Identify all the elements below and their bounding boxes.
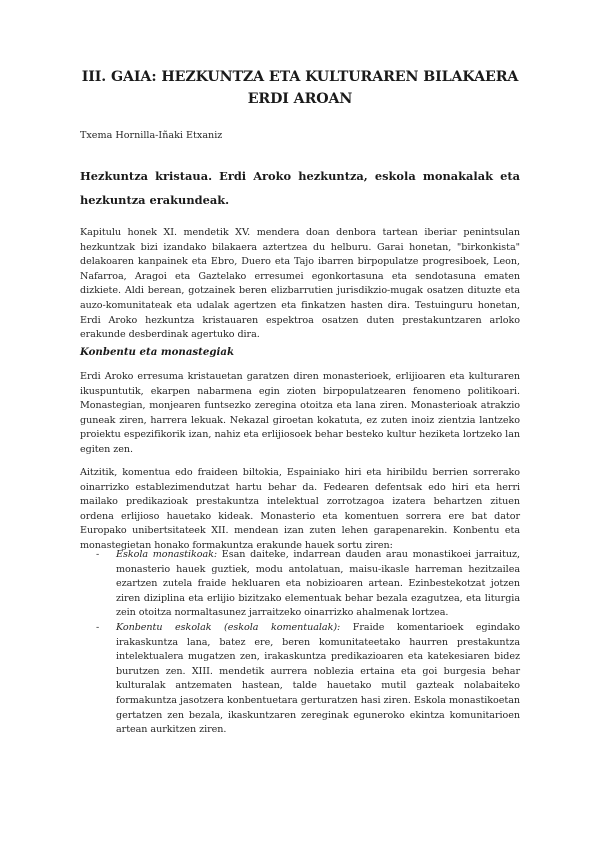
list-item-term: Konbentu eskolak (eskola komentualak):: [116, 621, 341, 633]
list-dash: -: [96, 549, 100, 560]
list-item-term: Eskola monastikoak:: [116, 549, 218, 560]
section-heading: Konbentu eta monastegiak: [80, 346, 234, 358]
section-paragraph-2: Aitzitik, komentua edo fraideen biltokia, Espainiako hiri eta hiribildu berrien sorrerako oinarrizko establezimendutzat hartu behar da. Fedearen defentsak edo hiri eta herri mailako predikazioak prestakuntza intelektual zorrotzagoa izatera behartzen zituen ordena erlijioso hauetako kideak. Monasterio eta komentuen sorrera ere bat dator Europako unibertsitateek XII. mendean izan zuten lehen garapenarekin. Konbentu eta monastegietan honako formakuntza erakunde hauek sortu ziren:: [80, 467, 520, 551]
document-title: III. GAIA: HEZKUNTZA ETA KULTURAREN BILAKAERA ERDI AROAN: [81, 69, 519, 107]
institution-list: [96, 548, 520, 738]
list-item: [96, 548, 520, 621]
section-subtitle: Hezkuntza kristaua. Erdi Aroko hezkuntza, eskola monakalak eta hezkuntza erakundeak.: [80, 169, 520, 207]
list-item-text: Fraide komentarioek egindako irakaskuntza lana, batez ere, beren komunitateetako haurren prestakuntza intelektualera mugatzen zen, irakaskuntza predikazioaren eta katekesiaren bidez burutzen zen. XIII. mendetik aurrera noblezia ertaina eta goi burgesia behar kulturalak antzematen hastean, talde hauetako mutil gazteak nolabaiteko formakuntza jasotzera konbentuetara gerturatzen hasi ziren. Eskola monastikoetan gertatzen zen bezala, ikaskuntzaren zereginak eguneroko ekintza komunitarioen artean aurkitzen ziren.: [116, 621, 521, 736]
list-item: [96, 621, 520, 738]
section-paragraph-1: Erdi Aroko erresuma kristauetan garatzen diren monasterioek, erlijioaren eta kulturaren ikuspuntutik, ekarpen nabarmena egin zioten birpopulatzearen fenomeno politikoari. Monastegian, monjearen funtsezko zeregina otoitza eta lana ziren. Monasterioak atrakzio guneak ziren, harrera lekuak. Nekazal giroetan kokatuta, ez zuten inoiz zientzia lantzeko proiektu espezifikorik izan, nahiz eta erlijiosoek behar besteko kultur heziketa lortzeko lan egiten zen.: [80, 371, 520, 455]
list-dash: -: [96, 621, 100, 633]
authors-line: Txema Hornilla-Iñaki Etxaniz: [80, 130, 223, 141]
list-item-text: Esan daiteke, indarrean dauden arau monastikoei jarraituz, monasterio hauek guztiek, modu antolatuan, maisu-ikasle harreman hezitzailea ezartzen zutela fraide hekluaren eta nobizioaren artean. Ezinbestekotzat jotzen ziren diziplina eta erlijio bizitzako elementuak behar bezala ezagutzea, eta liturgia zein otoitza normaltasunez jarraitzeko oinarrizko ahalmenak lortzea.: [116, 549, 520, 619]
intro-paragraph: Kapitulu honek XI. mendetik XV. mendera doan denbora tartean iberiar penintsulan hezkuntzak bizi izandako bilakaera aztertzea du helburu. Garai honetan, "birkonkista" delakoaren kanpainek eta Ebro, Duero eta Tajo ibarren birpopulatze progresiboek, Leon, Nafarroa, Aragoi eta Gaztelako erresumei egonkortasuna eta sendotasuna ematen dizkiete. Aldi berean, gotzainek beren elizbarrutien jurisdikzio-mugak osatzen dituzte eta auzo-komunitateak eta udalak agertzen eta finkatzen hasten dira. Testuinguru honetan, Erdi Aroko hezkuntza kristauaren espektroa osatzen duten prestakuntzaren arloko erakunde desberdinak agertuko dira.: [80, 227, 520, 341]
